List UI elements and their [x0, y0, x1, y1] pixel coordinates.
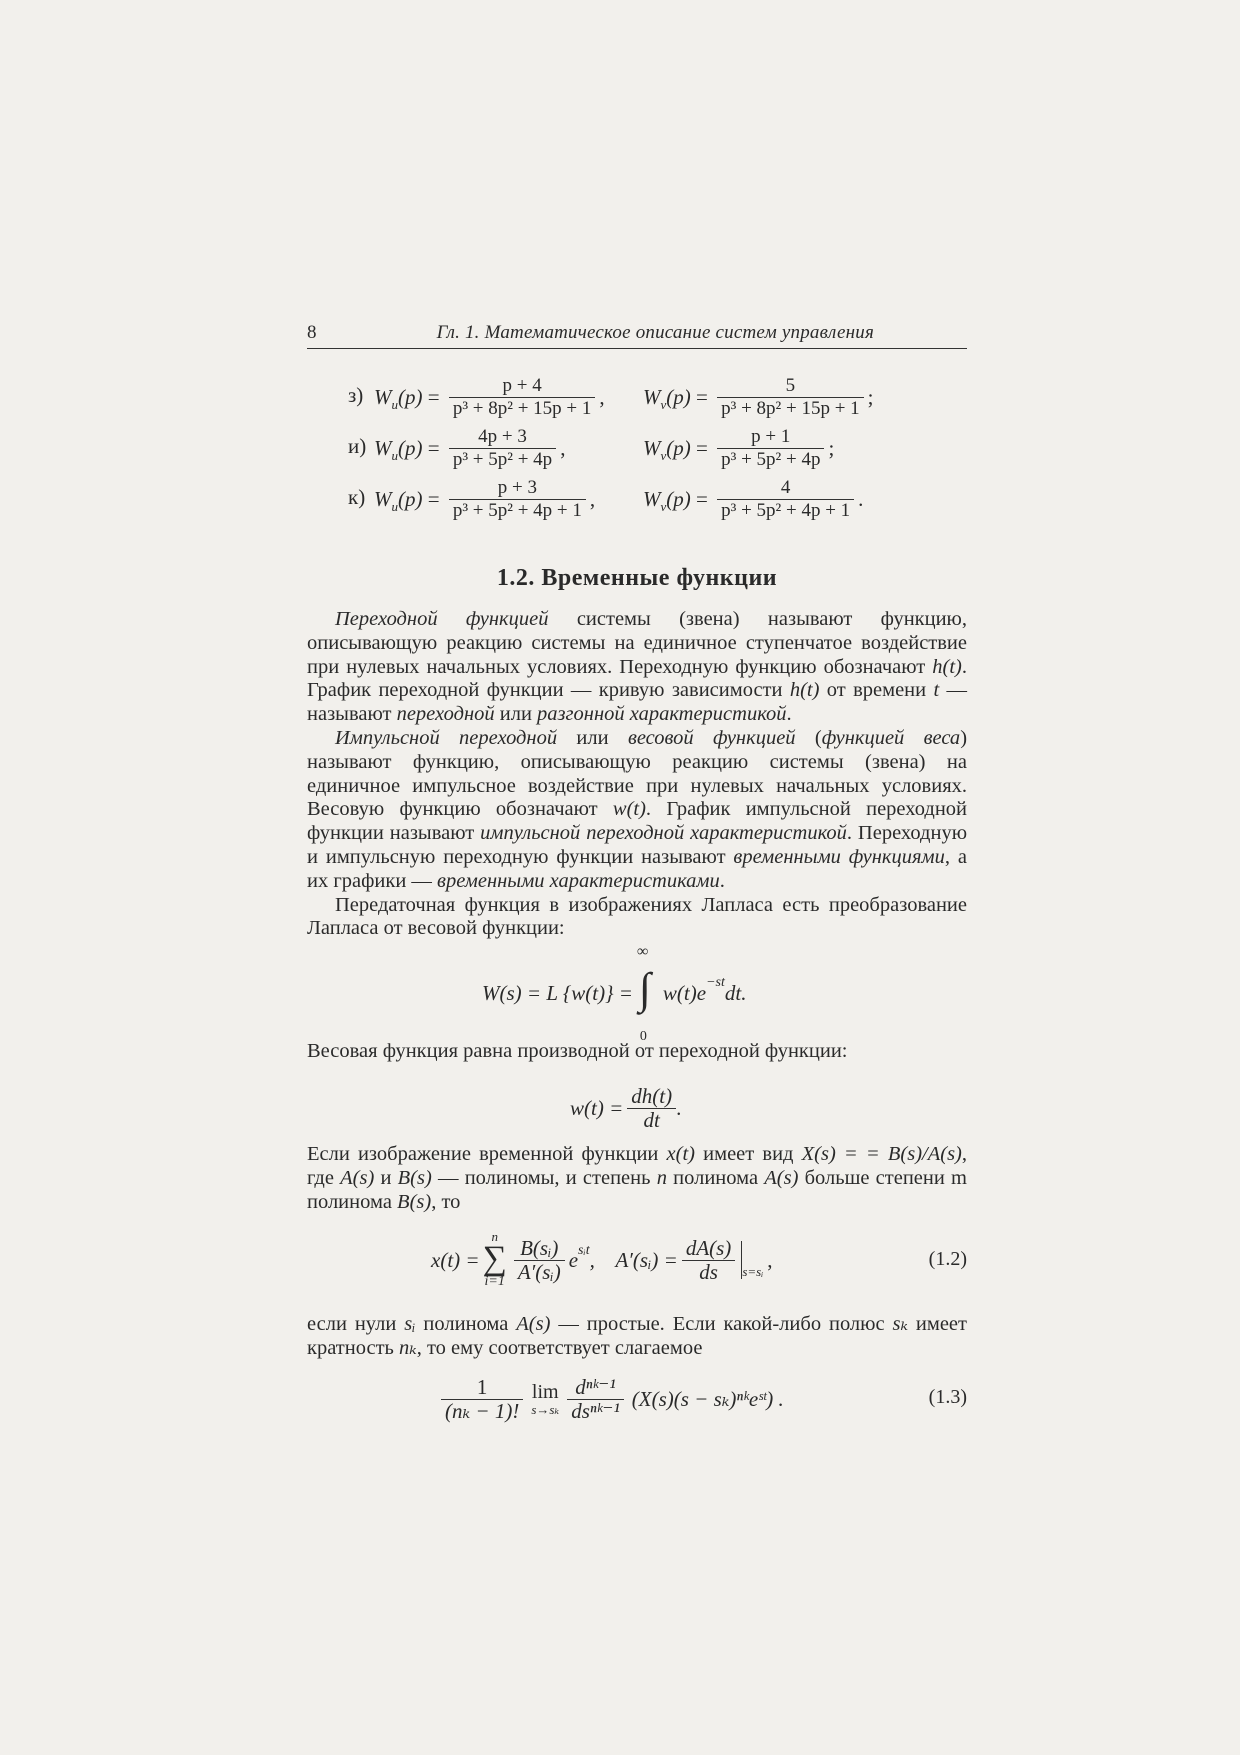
fraction: $\frac{dh(t)}{dt}$ [627, 1085, 676, 1132]
paragraph: Переходной функцией системы (звена) называют функцию, описывающую реакцию системы на единичное ступенчатое воздействие при нулевых начальных условиях. Переходную функцию обозначают h(t). График переходной функции — кривую зависимости h(t) от времени t — называют переходной или разгонной характеристикой. [307, 608, 968, 726]
equation-row: и) $W_u(p)$ = $\frac{4p + 3}{\text{p³ + 5p² + 4p}}$ , $W_v(p)$ = $\frac{p + 1}{\text{p³ + 5p² + 4p}}$ ; [348, 425, 835, 470]
wu-fraction: $\frac{4p + 3}{\text{p³ + 5p² + 4p}}$ [449, 426, 556, 471]
derivative-equation: w(t) = $\frac{dh(t)}{dt}$ . [570, 1083, 682, 1132]
running-header [307, 322, 967, 349]
fraction: $\frac{\text{dⁿᵏ⁻¹}}{\text{dsⁿᵏ⁻¹}}$ [567, 1376, 624, 1423]
page-number: 8 [307, 322, 317, 343]
fraction: $\frac{\text{B(sᵢ)}}{\text{A′(sᵢ)}}$ [514, 1237, 565, 1284]
fraction: $\frac{dA(s)}{ds}$ [682, 1237, 736, 1284]
paragraph: Передаточная функция в изображениях Лапласа есть преобразование Лапласа от весовой функции: [307, 893, 967, 940]
section-title: 1.2. Временные функции [496, 565, 778, 591]
laplace-equation: W(s) = L {w(t)} = ∞ ∫ 0 w(t)e $^{-st}$ dt. [482, 943, 747, 1044]
item-label: з) [348, 383, 364, 407]
paragraph: Импульсной переходной или весовой функцией (функцией веса) называют функцию, описывающую реакцию системы (звена) на единичное импульсное воздействие при нулевых начальных условиях. Весовую функцию обозначают w(t). График импульсной переходной функции называют импульсной переходной характеристикой. Переходную и импульсную переходную функции называют временными функциями, а их графики — временными характеристиками. [307, 726, 968, 892]
equation-1-3: $\frac{1}{\text{(nₖ − 1)!}}$ lim s→sₖ $\frac{\text{dⁿᵏ⁻¹}}{\text{dsⁿᵏ⁻¹}}$ (X(s)(s − sₖ)ⁿᵏeˢᵗ) . (1.3) [307, 1371, 967, 1427]
body-text [307, 608, 967, 941]
wv-fraction: $\frac{p + 1}{\text{p³ + 5p² + 4p}}$ [717, 426, 824, 471]
sum-sign: n ∑ i=1 [482, 1229, 507, 1289]
fraction: $\frac{1}{\text{(nₖ − 1)!}}$ [441, 1376, 523, 1423]
integral-sign: ∞ ∫ 0 [636, 943, 651, 1044]
body-text [307, 1313, 967, 1361]
wv-fraction: $\frac{4}{\text{p³ + 5p² + 4p + 1}}$ [717, 477, 854, 522]
equation-number: (1.2) [928, 1248, 967, 1270]
paragraph: если нули sᵢ полинома A(s) — простые. Если какой-либо полюс sₖ имеет кратность nₖ, то ему соответствует слагаемое [307, 1313, 967, 1359]
chapter-title: Гл. 1. Математическое описание систем управления [436, 322, 874, 343]
paragraph: Если изображение временной функции x(t) имеет вид X(s) = = B(s)/A(s), где A(s) и B(s) — полиномы, и степень n полинома A(s) больше степени m полинома B(s), то [307, 1143, 968, 1213]
wu-fraction: $\frac{p + 4}{\text{p³ + 8p² + 15p + 1}}$ [449, 375, 596, 420]
wv-fraction: $\frac{5}{\text{p³ + 8p² + 15p + 1}}$ [717, 375, 864, 420]
item-label: к) [348, 485, 366, 509]
equation-1-2: x(t) = n ∑ i=1 $\frac{\text{B(sᵢ)}}{\text{A′(sᵢ)}}$ e $^{sᵢt}$ , A′(sᵢ) = $\frac{dA(s)}{ds}$ s=sᵢ , (1.2) [431, 1229, 967, 1289]
equation-row: к) $W_u(p)$ = $\frac{p + 3}{\text{p³ + 5p² + 4p + 1}}$ , $W_v(p)$ = $\frac{4}{\text{p³ + 5p² + 4p + 1}}$ . [348, 476, 864, 521]
paragraph: Весовая функция равна производной от переходной функции: [307, 1040, 848, 1062]
equation-number: (1.3) [928, 1386, 967, 1408]
item-label: и) [348, 434, 367, 458]
body-text [307, 1040, 967, 1064]
wu-fraction: $\frac{p + 3}{\text{p³ + 5p² + 4p + 1}}$ [449, 477, 586, 522]
body-text [307, 1143, 967, 1214]
equation-row: з) $W_u(p)$ = $\frac{p + 4}{\text{p³ + 8p² + 15p + 1}}$ , $W_v(p)$ = $\frac{5}{\text{p³ + 8p² + 15p + 1}}$ ; [348, 374, 874, 419]
limit: lim s→sₖ [531, 1381, 560, 1417]
